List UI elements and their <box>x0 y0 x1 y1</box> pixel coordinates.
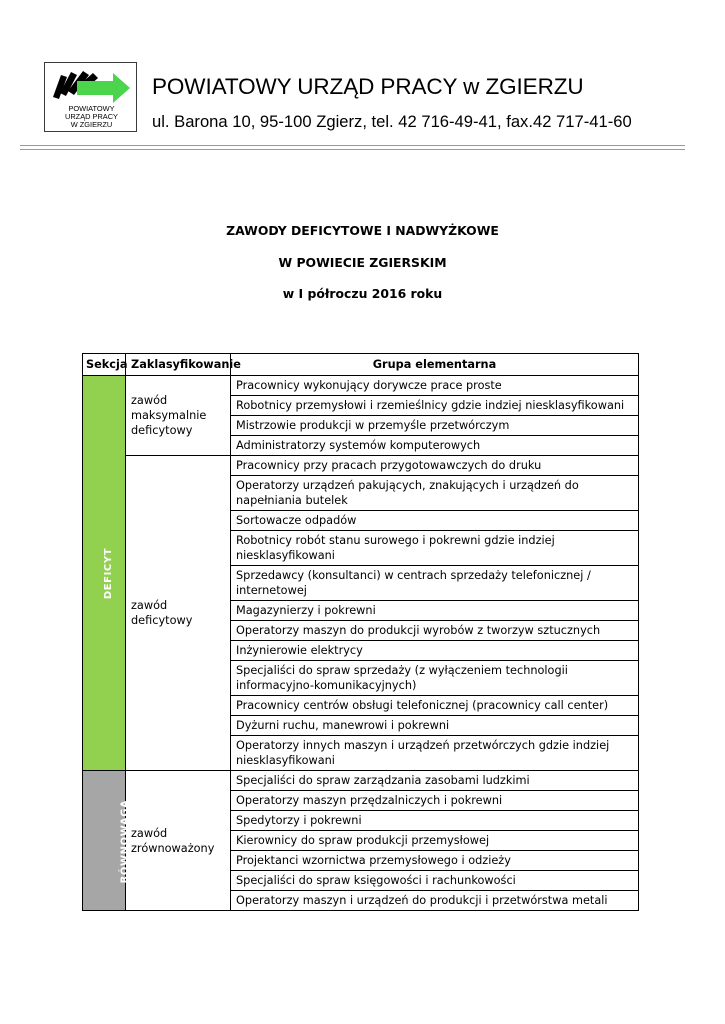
logo-text <box>45 105 138 130</box>
group-cell: Pracownicy centrów obsługi telefonicznej (pracownicy call center) <box>231 696 639 716</box>
group-cell: Pracownicy przy pracach przygotowawczych do druku <box>231 456 639 476</box>
group-cell: Robotnicy przemysłowi i rzemieślnicy gdzie indziej niesklasyfikowani <box>231 396 639 416</box>
logo <box>44 62 137 132</box>
group-cell: Inżynierowie elektrycy <box>231 641 639 661</box>
classification-label: zawód maksymalnie deficytowy <box>131 394 207 437</box>
group-cell: Pracownicy wykonujący dorywcze prace proste <box>231 376 639 396</box>
group-cell: Operatorzy maszyn i urządzeń do produkcji i przetwórstwa metali <box>231 891 639 911</box>
group-cell: Sprzedawcy (konsultanci) w centrach sprzedaży telefonicznej / internetowej <box>231 566 639 601</box>
table-row <box>83 376 639 396</box>
group-cell: Magazynierzy i pokrewni <box>231 601 639 621</box>
group-cell: Specjaliści do spraw sprzedaży (z wyłączeniem technologii informacyjno-komunikacyjnych) <box>231 661 639 696</box>
group-cell: Kierownicy do spraw produkcji przemysłowej <box>231 831 639 851</box>
section-rownowaga-cell <box>83 771 131 911</box>
group-cell: Specjaliści do spraw księgowości i rachunkowości <box>231 871 639 891</box>
group-cell: Operatorzy innych maszyn i urządzeń przetwórczych gdzie indziej niesklasyfikowani <box>231 736 639 771</box>
header-grupa-elementarna: Grupa elementarna <box>231 354 639 376</box>
table-header-row <box>83 354 639 376</box>
section-deficyt-cell <box>83 376 126 771</box>
logo-line-1: POWIATOWY <box>68 104 115 113</box>
classification-max-deficyt <box>126 376 231 456</box>
logo-line-2: URZĄD PRACY <box>65 112 118 122</box>
header-divider-secondary <box>20 149 685 150</box>
table-row <box>83 456 639 476</box>
document-title-line-2: W POWIECIE ZGIERSKIM <box>278 255 447 270</box>
group-cell: Operatorzy maszyn do produkcji wyrobów z tworzyw sztucznych <box>231 621 639 641</box>
classification-label: zawód deficytowy <box>131 599 193 627</box>
document-title-line-3: w I półroczu 2016 roku <box>282 286 443 301</box>
professions-table <box>82 353 639 911</box>
group-cell: Specjaliści do spraw zarządzania zasobami ludzkimi <box>231 771 639 791</box>
logo-graphic <box>51 67 131 105</box>
org-name: POWIATOWY URZĄD PRACY w ZGIERZU <box>152 74 584 99</box>
header-zaklasyfikowanie: Zaklasyfikowanie <box>126 354 231 376</box>
group-cell: Administratorzy systemów komputerowych <box>231 436 639 456</box>
header-divider <box>20 145 685 146</box>
document-title-line-1: ZAWODY DEFICYTOWE I NADWYŻKOWE <box>226 223 499 238</box>
org-address: ul. Barona 10, 95-100 Zgierz, tel. 42 716-49-41, fax.42 717-41-60 <box>152 112 632 131</box>
group-cell: Projektanci wzornictwa przemysłowego i odzieży <box>231 851 639 871</box>
group-cell: Robotnicy robót stanu surowego i pokrewni gdzie indziej niesklasyfikowani <box>231 531 639 566</box>
group-cell: Dyżurni ruchu, manewrowi i pokrewni <box>231 716 639 736</box>
logo-line-3: W ZGIERZU <box>70 120 113 130</box>
header-sekcja: Sekcja <box>83 354 126 376</box>
group-cell: Operatorzy urządzeń pakujących, znakujących i urządzeń do napełniania butelek <box>231 476 639 511</box>
classification-deficyt <box>126 456 231 771</box>
group-cell: Mistrzowie produkcji w przemyśle przetwórczym <box>231 416 639 436</box>
classification-label: zawód zrównoważony <box>131 826 215 855</box>
table-row <box>83 771 639 791</box>
group-cell: Operatorzy maszyn przędzalniczych i pokrewni <box>231 791 639 811</box>
section-label-deficyt: DEFICYT <box>103 547 115 600</box>
classification-zrownowazony <box>126 771 231 911</box>
group-cell: Spedytorzy i pokrewni <box>231 811 639 831</box>
group-cell: Sortowacze odpadów <box>231 511 639 531</box>
section-label-rownowaga: RÓWNOWAGA <box>119 799 131 883</box>
